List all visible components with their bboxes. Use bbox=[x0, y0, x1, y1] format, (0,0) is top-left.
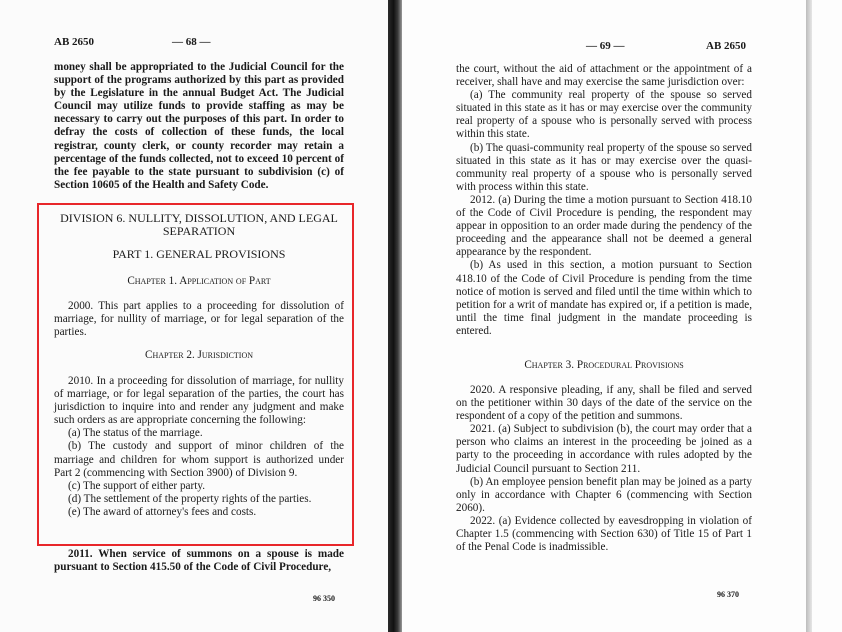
section-2020: 2020. A responsive pleading, if any, shall be filed and served on the petitioner within 30 days of the date of the service on the respondent of a copy of the petition and summons. bbox=[456, 384, 752, 423]
section-2011-text: 2011. When service of summons on a spouse is made pursuant to Section 415.50 of the Code of Civil Procedure, bbox=[54, 548, 344, 574]
section-2022: 2022. (a) Evidence collected by eavesdropping in violation of Chapter 1.5 (commencing with Section 630) of Title 15 of Part 1 of the Penal Code is inadmissible. bbox=[456, 514, 752, 554]
right-p1-b: (b) The quasi-community real property of the spouse so served situated in this state as it has or may exercise over the quasi-community real property of a spouse who is personally served with process within this state. bbox=[456, 141, 752, 193]
page-edge bbox=[806, 0, 812, 632]
right-column-lower bbox=[456, 384, 752, 554]
right-p1-a: (a) The community real property of the spouse so served situated in this state as it has or may exercise over the community real property of a spouse who is personally served with process within this state. bbox=[456, 89, 752, 141]
chapter3-heading: Chapter 3. Procedural Provisions bbox=[524, 359, 684, 371]
section-2012-b: (b) As used in this section, a motion pursuant to Section 418.10 of the Code of Civil Procedure is pending from the time notice of motion is served and filed until the time within which to petition for a writ of mandate has expired or, if a petition is made, until the time final judgment in the mandate proceeding is entered. bbox=[456, 259, 752, 337]
left-top-paragraph: money shall be appropriated to the Judicial Council for the support of the programs authorized by this part as provided by the Legislature in the annual Budget Act. The Judicial Council may utilize funds to provide staffing as may be necessary to carry out the purposes of this part. In order to defray the costs of collection of these funds, the local registrar, county clerk, or county recorder may retain a percentage of the funds collected, not to exceed 10 percent of the fee payable to the state pursuant to subdivision (c) of Section 10605 of the Health and Safety Code. bbox=[54, 61, 344, 191]
chapter1-heading: Chapter 1. Application of Part bbox=[127, 275, 271, 287]
right-bill-number: AB 2650 bbox=[706, 40, 747, 52]
section-2010-c: (c) The support of either party. bbox=[68, 479, 205, 492]
left-page-number: — 68 — bbox=[172, 36, 211, 48]
section-2010-b: (b) The custody and support of minor children of the marriage and children for whom support is authorized under Part 2 (commencing with Section 3900) of Division 9. bbox=[54, 440, 344, 479]
section-2010-d: (d) The settlement of the property rights of the parties. bbox=[68, 492, 312, 505]
left-bill-number: AB 2650 bbox=[54, 36, 95, 48]
right-footer: 96 370 bbox=[717, 590, 739, 599]
section-2021: 2021. (a) Subject to subdivision (b), the court may order that a person who claims an interest in the proceeding be joined as a party to the proceeding in accordance with rules adopted by the Judicial Council pursuant to Section 211. bbox=[456, 423, 752, 475]
section-2021-b: (b) An employee pension benefit plan may be joined as a party only in accordance with Chapter 6 (commencing with Section 2060). bbox=[456, 475, 752, 514]
right-page-number: — 69 — bbox=[586, 40, 625, 52]
section-2000-text: 2000. This part applies to a proceeding for dissolution of marriage, for nullity of marriage, or for legal separation of the parties. bbox=[54, 300, 344, 339]
right-column bbox=[456, 63, 752, 338]
section-2010-e: (e) The award of attorney's fees and costs. bbox=[68, 505, 257, 518]
book-gutter bbox=[388, 0, 402, 632]
division-heading: DIVISION 6. NULLITY, DISSOLUTION, AND LEGAL SEPARATION bbox=[60, 211, 338, 238]
section-2012: 2012. (a) During the time a motion pursuant to Section 418.10 of the Code of Civil Procedure is pending, the respondent may appear in opposition to an order made during the pendency of the proceeding and the appearance shall not be deemed a general appearance by the respondent. bbox=[456, 193, 752, 259]
section-2010-a: (a) The status of the marriage. bbox=[68, 427, 203, 440]
part-heading: PART 1. GENERAL PROVISIONS bbox=[112, 247, 286, 261]
right-p1: the court, without the aid of attachment or the appointment of a receiver, shall have and may exercise the same jurisdiction over: bbox=[456, 63, 752, 89]
left-footer: 96 350 bbox=[313, 594, 335, 603]
highlight-box bbox=[37, 203, 354, 546]
section-2010-text: 2010. In a proceeding for dissolution of marriage, for nullity of marriage, or for legal separation of the parties, the court has jurisdiction to inquire into and render any judgment and make such orders as are appropriate concerning the following: bbox=[54, 375, 344, 427]
section-2011 bbox=[54, 548, 344, 574]
chapter2-heading: Chapter 2. Jurisdiction bbox=[144, 349, 254, 361]
